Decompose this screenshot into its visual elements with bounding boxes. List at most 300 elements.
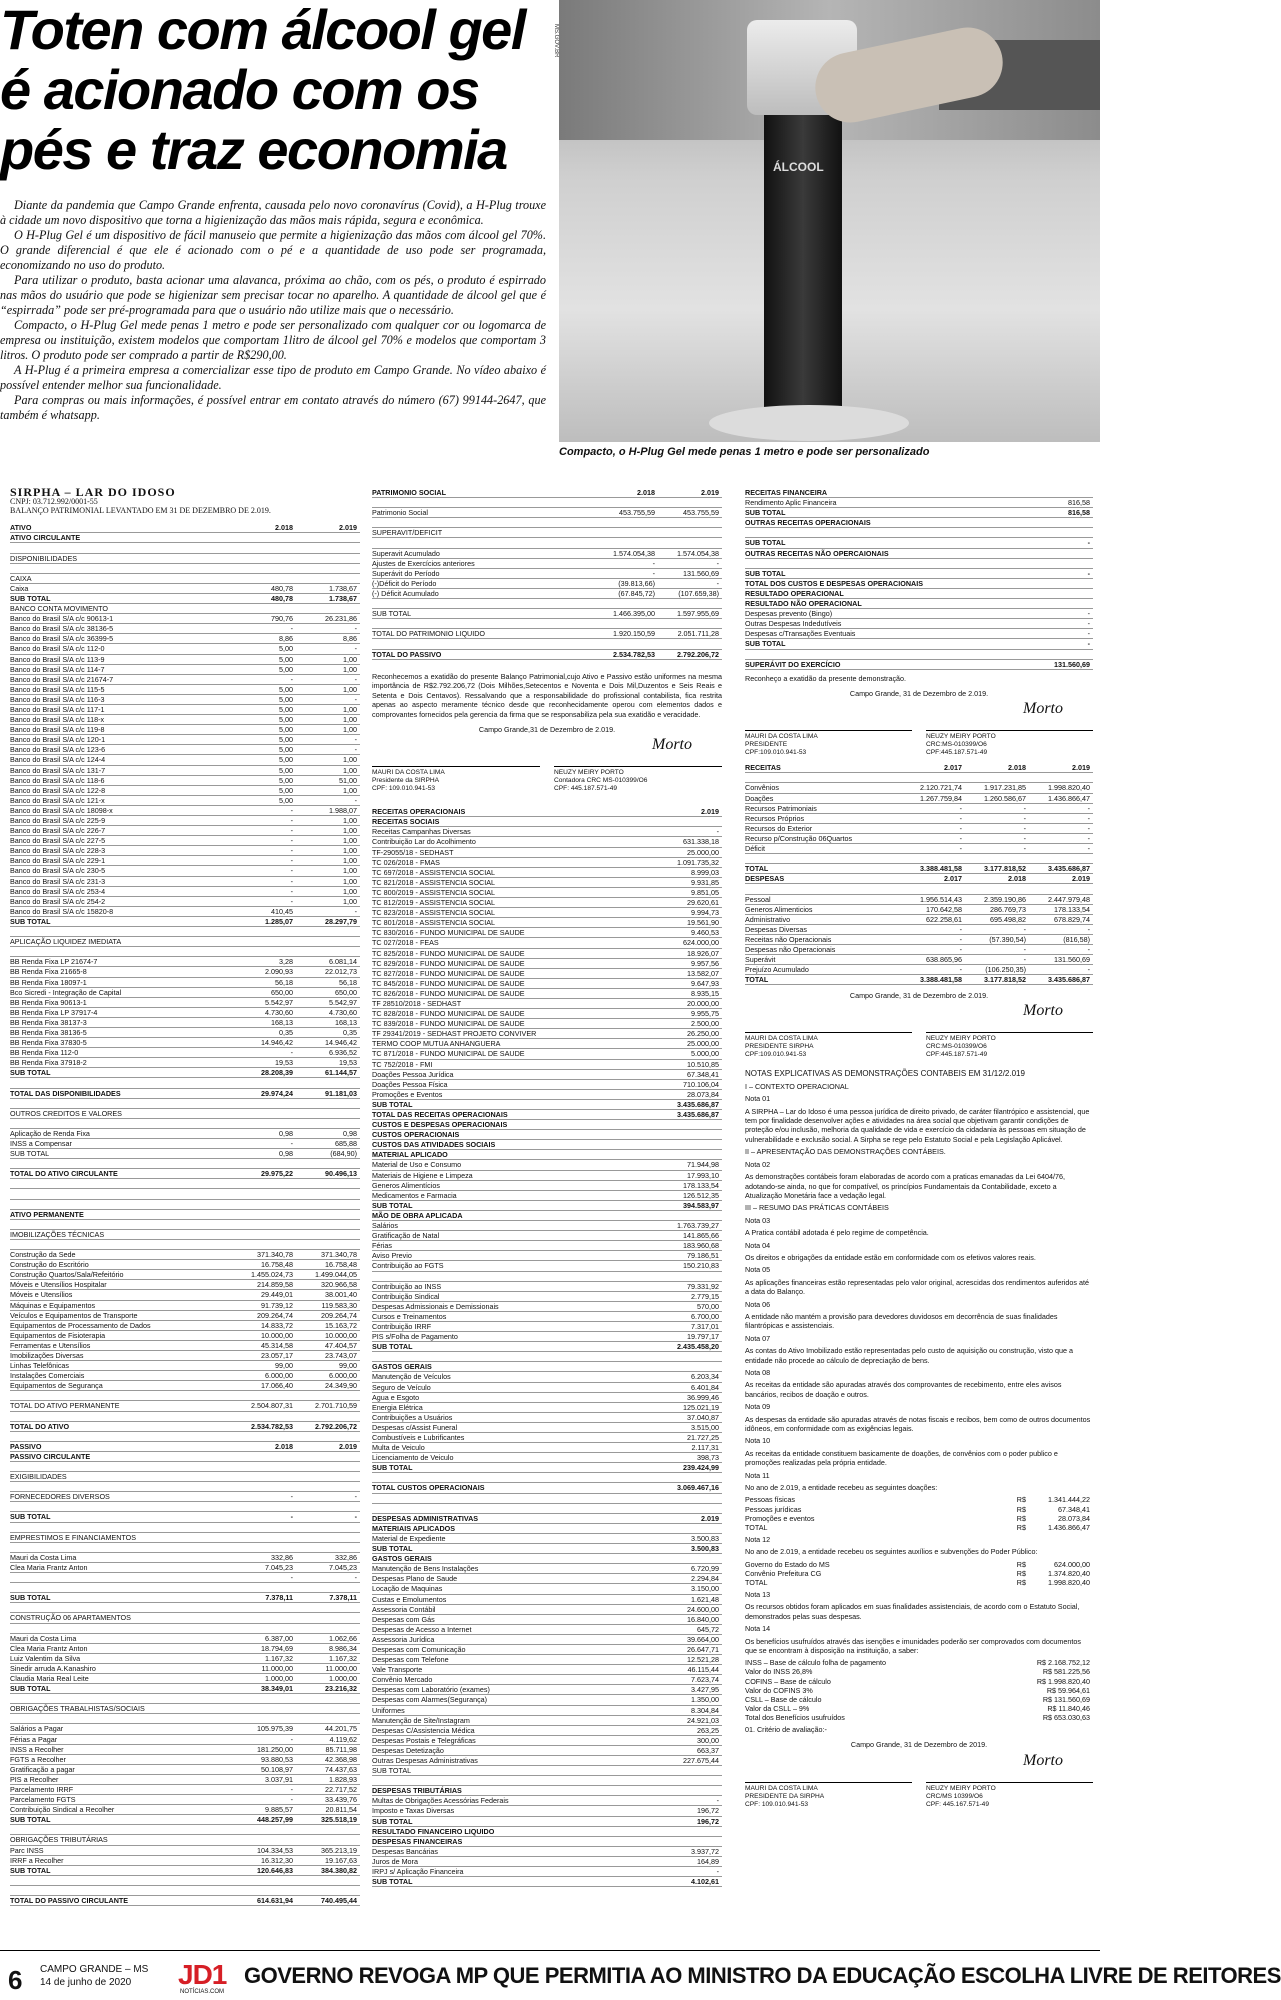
row-label: Despesas Bancárias — [372, 1846, 438, 1856]
subsidies-table — [745, 1560, 1093, 1587]
table-row — [745, 528, 1093, 538]
row-value — [594, 858, 658, 867]
table-row — [372, 569, 722, 579]
row-label: TOTAL DO PATRIMONIO LIQUIDO — [372, 629, 486, 639]
row-value — [965, 549, 1029, 558]
signature-3: Morto — [1023, 1002, 1063, 1020]
row-value — [232, 1583, 296, 1592]
table-row — [372, 1695, 722, 1705]
row-value: 23.057,17 — [261, 1350, 293, 1360]
row-value: - — [354, 745, 357, 755]
row-value — [296, 1886, 360, 1895]
row-value — [1029, 884, 1093, 893]
row-value: - — [290, 816, 293, 825]
balance-table-1 — [10, 523, 360, 1906]
row-value: - — [716, 827, 719, 837]
row-value: 6.387,00 — [265, 1633, 293, 1643]
row-value — [1029, 599, 1093, 608]
row-value: 1.988,07 — [329, 805, 357, 815]
item-value: R$ — [1016, 1568, 1026, 1578]
table-row — [745, 804, 1093, 814]
row-value: 638.865,96 — [926, 955, 962, 965]
table-row — [372, 1160, 722, 1170]
signature-president-4: MAURI DA COSTA LIMA PRESIDENTE DA SIRPHA CPF: 109.010.941-53 — [745, 1782, 912, 1809]
note-item: Nota 05 — [745, 1265, 771, 1275]
row-value — [594, 1352, 658, 1361]
row-value — [296, 1825, 360, 1834]
row-value: 196,72 — [697, 1816, 719, 1826]
row-value: 20.811,54 — [325, 1805, 357, 1815]
table-row — [10, 665, 360, 675]
row-label — [10, 1502, 232, 1511]
row-value: 50.108,97 — [261, 1764, 293, 1774]
row-label: TOTAL — [745, 975, 769, 985]
row-value: 2.792.206,72 — [315, 1421, 357, 1431]
row-label: Déficit — [745, 844, 765, 854]
row-value — [965, 599, 1029, 608]
row-value — [296, 927, 360, 936]
note-13: Os recursos obtidos foram aplicados em suas finalidades assistenciais, de acordo com o Estatuto Social, demonstrados pelas suas despesas. — [745, 1602, 1080, 1621]
item-label: TOTAL — [745, 1522, 768, 1532]
row-value: 1.738,67 — [329, 583, 357, 593]
row-value: 6.700,00 — [691, 1311, 719, 1321]
article-body — [0, 198, 546, 423]
table-row — [372, 1292, 722, 1302]
row-value — [594, 1362, 658, 1371]
row-value: 3.037,91 — [265, 1774, 293, 1784]
article-paragraph: Diante da pandemia que Campo Grande enfrenta, causada pelo novo coronavírus (Covid), a H-Plug trouxe à cidade um novo dispositivo que torna a higienização das mãos mais rápida, segura e econômica. — [0, 198, 546, 227]
note-item: A entidade não mantém a provisão para devedores duvidosos em decorrência de suas finalidades filantrópicas e assistenciais. — [745, 1311, 1058, 1331]
table-row — [10, 887, 360, 897]
row-label: TC 801/2018 - ASSISTENCIA SOCIAL — [372, 918, 496, 928]
row-label: OUTRAS RECEITAS OPERACIONAIS — [745, 518, 871, 528]
row-label: TC 697/2018 - ASSISTENCIA SOCIAL — [372, 867, 496, 877]
footer-headline[interactable]: GOVERNO REVOGA MP QUE PERMITIA AO MINISTRO DA EDUCAÇÃO ESCOLHA LIVRE DE REITORES — [244, 1963, 1281, 1988]
row-label: PASSIVO — [10, 1441, 42, 1451]
row-value: 4.730,60 — [265, 1007, 293, 1017]
item-value: R$ — [1016, 1513, 1026, 1523]
table-row — [10, 1119, 360, 1129]
row-value: 2.017 — [944, 874, 962, 884]
row-label: IRPJ s/ Aplicação Financeira — [372, 1867, 464, 1877]
signature-accountant: NEUZY MEIRY PORTO Contadora CRC MS-010399/O6 CPF: 445.187.571-49 — [554, 766, 722, 793]
row-label: Energia Elétrica — [372, 1402, 423, 1412]
patrimony-table — [372, 488, 722, 660]
row-value: - — [354, 624, 357, 634]
row-value — [594, 1796, 658, 1805]
row-value: - — [1087, 639, 1090, 649]
row-value: - — [1023, 833, 1026, 843]
table-row — [10, 1624, 360, 1634]
row-value — [594, 1685, 658, 1694]
item-value: 1.341.444,22 — [1048, 1495, 1090, 1505]
table-row — [10, 634, 360, 644]
table-row — [745, 639, 1093, 649]
row-label: Despesas Diversas — [745, 924, 807, 934]
row-label: SUPERÁVIT DO EXERCÍCIO — [745, 659, 841, 669]
row-value — [594, 1817, 658, 1826]
row-value — [594, 1756, 658, 1765]
row-value: 181.250,00 — [257, 1744, 293, 1754]
row-value — [594, 1039, 658, 1048]
row-value: 1,00 — [343, 816, 357, 825]
list-item — [745, 1713, 1093, 1722]
table-row — [10, 1129, 360, 1139]
row-value — [594, 918, 658, 927]
table-row — [10, 1593, 360, 1603]
row-value: 1.062,66 — [329, 1633, 357, 1643]
row-label — [10, 564, 232, 573]
table-row — [10, 1866, 360, 1876]
table-row — [372, 1857, 722, 1867]
row-value: 5.000,00 — [691, 1049, 719, 1059]
row-value: 196,72 — [697, 1806, 719, 1816]
row-value: 24.600,00 — [687, 1604, 719, 1614]
table-row — [372, 1272, 722, 1282]
row-value: 26.231,86 — [325, 614, 357, 624]
row-label: Banco do Brasil S/A c/c 118-x — [10, 715, 105, 725]
item-label: Governo do Estado do MS — [745, 1559, 830, 1569]
row-value: 164,89 — [697, 1856, 719, 1866]
row-value: - — [354, 1512, 357, 1522]
row-value: 168,13 — [335, 1017, 357, 1027]
item-value: 1.374.820,40 — [1048, 1568, 1090, 1578]
item-value: R$ 59.964,61 — [1046, 1685, 1090, 1695]
row-label — [10, 1714, 232, 1723]
row-value — [965, 508, 1029, 517]
row-label: Despesas com Comunicação — [372, 1644, 466, 1654]
row-label: Uniformes — [372, 1705, 405, 1715]
table-row — [745, 955, 1093, 965]
note-item: Nota 09 — [745, 1402, 771, 1412]
table-row — [372, 1423, 722, 1433]
row-value: 1.499.044,05 — [315, 1270, 357, 1280]
row-value — [296, 1482, 360, 1491]
row-label: Equipamentos de Segurança — [10, 1381, 103, 1391]
item-label: Valor da CSLL – 9% — [745, 1703, 810, 1713]
row-label: Imposto e Taxas Diversas — [372, 1806, 455, 1816]
table-row — [10, 826, 360, 836]
table-row — [10, 1452, 360, 1462]
row-label: SUB TOTAL — [372, 1099, 413, 1109]
table-row — [10, 533, 360, 543]
row-value: 740.495,44 — [321, 1896, 357, 1906]
row-value: 99,00 — [275, 1361, 293, 1371]
row-label: Banco do Brasil S/A c/c 18098-x — [10, 805, 113, 815]
row-label: Férias — [372, 1241, 392, 1251]
row-label: Contribuição Sindical a Recolher — [10, 1805, 115, 1815]
row-label — [10, 1432, 232, 1441]
table-row — [745, 599, 1093, 609]
row-label: Licenciamento de Veiculo — [372, 1453, 454, 1463]
list-item — [745, 1514, 1093, 1523]
row-label — [10, 1200, 232, 1209]
row-value — [232, 1502, 296, 1511]
row-label: Contribuição ao INSS — [372, 1281, 442, 1291]
row-value: 9.647,93 — [691, 978, 719, 988]
table-row — [10, 1755, 360, 1765]
row-value — [296, 1452, 360, 1461]
row-value — [594, 528, 658, 537]
row-value — [1029, 549, 1093, 558]
date-1: Campo Grande,31 de Dezembro de 2.019. — [478, 725, 616, 735]
row-value: 320.966,58 — [321, 1280, 357, 1290]
row-value: 71.944,98 — [687, 1160, 719, 1170]
row-label: OBRIGAÇÕES TRIBUTÁRIAS — [10, 1835, 108, 1845]
row-value — [594, 1312, 658, 1321]
table-row — [10, 1825, 360, 1835]
row-value: 790,76 — [271, 614, 293, 624]
table-row — [372, 878, 722, 888]
table-row — [372, 508, 722, 518]
row-value — [594, 827, 658, 836]
table-row — [10, 705, 360, 715]
row-value — [296, 1603, 360, 1612]
row-label: Contribuição ao FGTS — [372, 1261, 444, 1271]
balance-column-3 — [745, 488, 1093, 1896]
row-value — [232, 1482, 296, 1491]
row-value: 394.583,97 — [683, 1200, 719, 1210]
table-row — [10, 655, 360, 665]
row-value: 178.133,54 — [683, 1180, 719, 1190]
row-label — [10, 1694, 232, 1703]
row-value: 1.738,67 — [329, 593, 357, 603]
row-value: 126.512,35 — [683, 1190, 719, 1200]
row-value — [594, 1524, 658, 1533]
table-row — [372, 1817, 722, 1827]
table-row — [745, 579, 1093, 589]
table-row — [10, 978, 360, 988]
row-label — [10, 1240, 232, 1249]
row-value: - — [1087, 629, 1090, 639]
table-row — [372, 1110, 722, 1120]
table-row — [10, 1391, 360, 1401]
row-label: Prejuízo Acumulado — [745, 965, 809, 975]
table-row — [372, 1453, 722, 1463]
row-value — [296, 1159, 360, 1168]
row-value: 8.986,34 — [329, 1643, 357, 1653]
row-label: BB Renda Fixa 37830-5 — [10, 1038, 87, 1048]
row-label: Manutenção de Site/Instagram — [372, 1715, 470, 1725]
row-label: Banco do Brasil S/A c/c 36399-5 — [10, 634, 114, 644]
row-label: Férias a Pagar — [10, 1734, 58, 1744]
row-value: 23.743,07 — [325, 1350, 357, 1360]
table-row — [10, 1331, 360, 1341]
row-value — [594, 959, 658, 968]
list-item — [745, 1523, 1093, 1532]
row-label: SUB TOTAL — [10, 1865, 51, 1875]
table-row — [10, 1442, 360, 1452]
row-label: Veículos e Equipamentos de Transporte — [10, 1310, 138, 1320]
table-row — [10, 695, 360, 705]
row-value — [1029, 650, 1093, 659]
item-label: CSLL – Base de cálculo — [745, 1694, 822, 1704]
row-value: 1.621,48 — [691, 1594, 719, 1604]
row-value: 3.388.481,58 — [920, 975, 962, 985]
table-row — [10, 1311, 360, 1321]
article-paragraph: Para utilizar o produto, basta acionar uma alavanca, próxima ao chão, com os pés, o produto é espirrado nas mãos do usuário que pode se higienizar sem precisar tocar no aparelho. A quantidade de álcool gel que é “espirrada” pode ser pré-programada para que o usuário não utilize mais que o necessário. — [0, 273, 546, 317]
row-value — [594, 1130, 658, 1139]
row-label: Recursos do Exterior — [745, 823, 813, 833]
table-row — [10, 1694, 360, 1704]
row-value: 5,00 — [279, 654, 293, 664]
row-value: 1,00 — [343, 866, 357, 876]
row-value: 20.000,00 — [687, 998, 719, 1008]
row-value: 120.646,83 — [257, 1865, 293, 1875]
table-row — [10, 806, 360, 816]
table-row — [10, 937, 360, 947]
row-value: - — [1023, 955, 1026, 965]
table-row — [372, 498, 722, 508]
row-value: 6.720,99 — [691, 1564, 719, 1574]
row-value — [594, 1766, 658, 1775]
row-value: (684,90) — [330, 1149, 357, 1159]
row-label: Banco do Brasil S/A c/c 254-2 — [10, 896, 106, 906]
table-row — [372, 1302, 722, 1312]
row-label: Convênio Mercado — [372, 1675, 433, 1685]
row-value — [232, 1533, 296, 1542]
row-label: INSS a Compensar — [10, 1139, 72, 1148]
row-value: - — [290, 896, 293, 906]
row-value: 9.994,73 — [691, 908, 719, 918]
table-row — [372, 1877, 722, 1887]
row-value — [1029, 579, 1093, 588]
item-value: R$ 1.998.820,40 — [1036, 1676, 1090, 1686]
table-row — [372, 1675, 722, 1685]
row-value: 44.201,75 — [325, 1724, 357, 1734]
row-value — [965, 488, 1029, 497]
row-label: Contribuição Sindical — [372, 1291, 440, 1301]
row-label: Banco do Brasil S/A c/c 115-5 — [10, 684, 105, 694]
row-value: 614.631,94 — [257, 1896, 293, 1906]
row-label: Multas de Obrigações Acessórias Federais — [372, 1796, 509, 1806]
row-label: Despesas prevento (Bingo) — [745, 609, 833, 619]
row-label: Banco do Brasil S/A c/c 225-9 — [10, 816, 106, 825]
row-value — [594, 1847, 658, 1856]
table-row — [372, 579, 722, 589]
item-label: COFINS – Base de cálculo — [745, 1676, 831, 1686]
table-row — [372, 1483, 722, 1493]
table-row — [10, 594, 360, 604]
row-value: - — [1087, 944, 1090, 954]
row-value: 141.865,66 — [683, 1231, 719, 1241]
row-value: - — [1023, 944, 1026, 954]
row-value — [965, 650, 1029, 659]
table-row — [10, 1200, 360, 1210]
row-label — [745, 559, 965, 568]
row-value: 650,00 — [271, 987, 293, 997]
row-value: 9.460,53 — [691, 928, 719, 938]
row-value: 710.106,04 — [683, 1079, 719, 1089]
row-label: Construção do Escritório — [10, 1260, 89, 1270]
row-value — [594, 1019, 658, 1028]
row-value: 19.797,17 — [687, 1332, 719, 1342]
row-label: PASSIVO CIRCULANTE — [10, 1451, 91, 1461]
row-value: 5,00 — [279, 755, 293, 765]
row-value — [594, 1282, 658, 1291]
note-item: Nota 08 — [745, 1368, 771, 1377]
row-value — [594, 1827, 658, 1836]
table-row — [372, 1827, 722, 1837]
balance-column-1 — [10, 485, 360, 1906]
row-value: - — [354, 674, 357, 684]
signatures-4 — [745, 1782, 1093, 1809]
row-label: Contribuições a Usuários — [372, 1412, 453, 1422]
row-value: 3.435.686,87 — [677, 1110, 719, 1119]
table-row — [745, 794, 1093, 804]
row-value: 37.040,87 — [687, 1412, 719, 1422]
row-label — [745, 528, 965, 537]
row-label: Banco do Brasil S/A c/c 226-7 — [10, 826, 106, 836]
row-value: 56,18 — [275, 977, 293, 987]
table-row — [10, 1462, 360, 1472]
table-row — [372, 1049, 722, 1059]
row-label: Ajustes de Exercícios anteriores — [372, 558, 475, 568]
row-value — [232, 937, 296, 946]
row-value: 816,58 — [1068, 508, 1090, 518]
brand-subtitle: NOTÍCIAS.COM — [180, 1989, 225, 1995]
table-row — [372, 908, 722, 918]
row-label: MATERIAL APLICADO — [372, 1150, 448, 1160]
row-value: 15.163,72 — [325, 1320, 357, 1330]
table-row — [10, 755, 360, 765]
note-item: II – APRESENTAÇÃO DAS DEMONSTRAÇÕES CONTÁBEIS. — [745, 1147, 946, 1157]
row-value — [965, 854, 1029, 863]
table-row — [372, 1746, 722, 1756]
row-value — [594, 1655, 658, 1664]
table-row — [372, 1595, 722, 1605]
row-label — [10, 1876, 232, 1885]
row-value — [594, 599, 658, 608]
table-row — [372, 918, 722, 928]
row-label: TOTAL DO PASSIVO — [372, 649, 442, 659]
row-label — [10, 1189, 232, 1198]
footer-date: 14 de junho de 2020 — [40, 1977, 132, 1988]
row-label: Doações — [745, 793, 774, 803]
table-row — [372, 1665, 722, 1675]
revenue-expense-table — [745, 763, 1093, 985]
table-row — [10, 1745, 360, 1755]
table-row — [10, 1169, 360, 1179]
row-label: Banco do Brasil S/A c/c 124-4 — [10, 755, 106, 765]
row-label: Banco do Brasil S/A c/c 118-6 — [10, 775, 105, 785]
list-item — [745, 1495, 1093, 1504]
row-value: 1.000,00 — [265, 1673, 293, 1683]
note-item: As receitas da entidade são apuradas através dos comprovantes de recebimento, entre eles avisos bancários, recibos de doação e outros. — [745, 1380, 1062, 1399]
row-label: Linhas Telefônicas — [10, 1361, 70, 1371]
row-label: SUB TOTAL — [745, 538, 786, 548]
table-row — [745, 660, 1093, 670]
row-value — [594, 1372, 658, 1381]
row-label: Clea Maria Frantz Anton — [10, 1562, 88, 1572]
row-value — [594, 1463, 658, 1472]
row-label: Despesas não Operacionais — [745, 944, 836, 954]
row-label: Despesas Postais e Telegráficas — [372, 1735, 476, 1745]
row-value: - — [959, 813, 962, 823]
row-value: 1.000,00 — [329, 1673, 357, 1683]
table-row — [10, 1785, 360, 1795]
table-row — [745, 569, 1093, 579]
table-row — [10, 543, 360, 553]
row-value — [232, 1200, 296, 1209]
row-value: 93.880,53 — [261, 1754, 293, 1764]
row-label: INSS a Recolher — [10, 1744, 64, 1754]
row-value: 28.297,79 — [325, 916, 357, 926]
row-value: 3.069.467,16 — [677, 1483, 719, 1493]
note-item: Nota 03 — [745, 1215, 771, 1225]
table-row — [10, 1724, 360, 1734]
row-value: 2.018 — [1008, 874, 1026, 884]
